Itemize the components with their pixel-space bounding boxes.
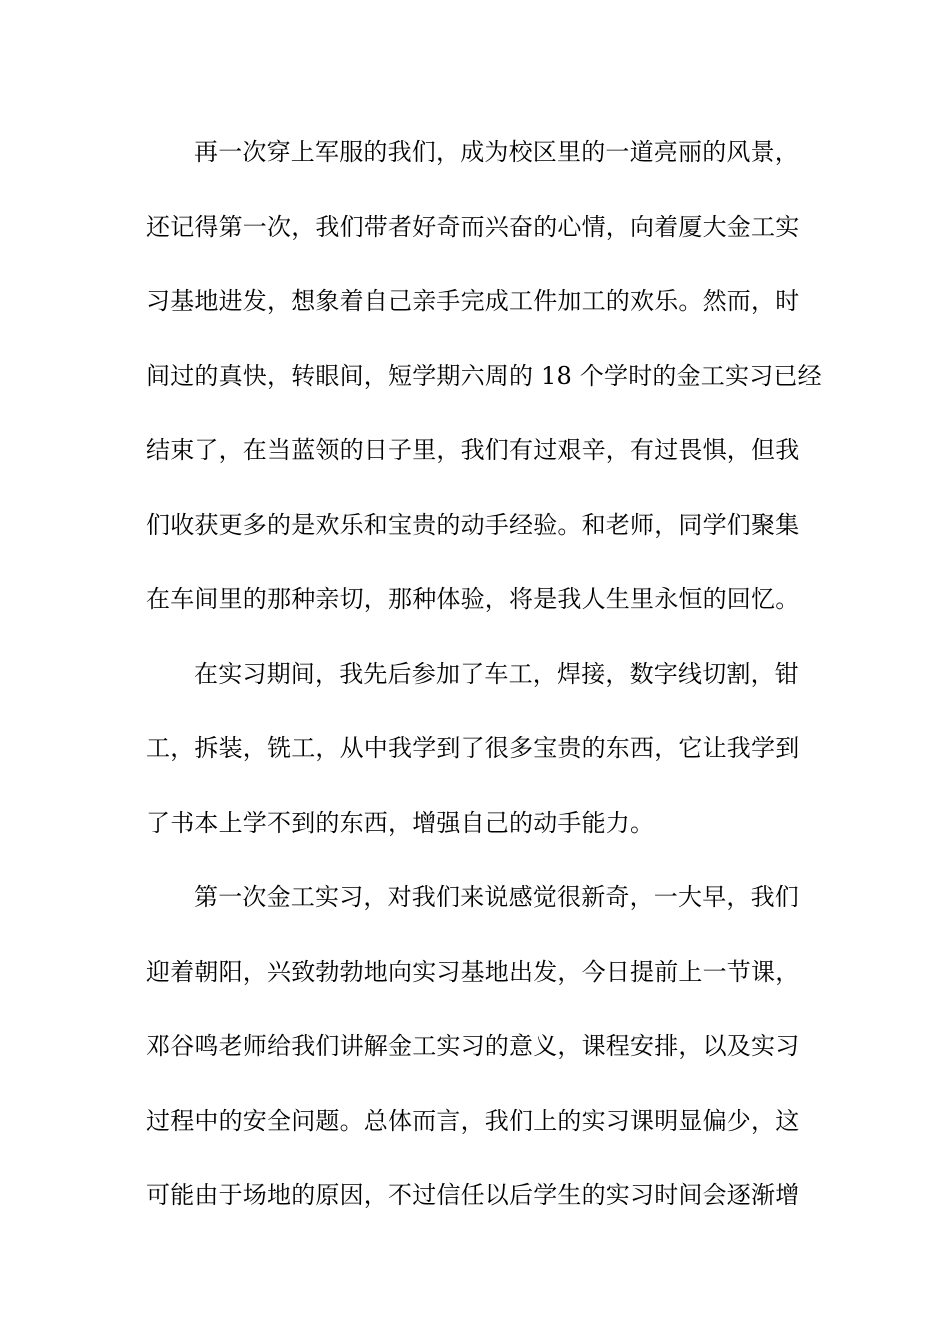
text-line: 过程中的安全问题。总体而言，我们上的实习课明显偏少，这 — [146, 1106, 800, 1135]
text-line: 在实习期间，我先后参加了车工，焊接，数字线切割，钳 — [194, 659, 799, 688]
text-line: 间过的真快，转眼间，短学期六周的 18 个学时的金工实习已经 — [146, 361, 822, 390]
text-line: 迎着朝阳，兴致勃勃地向实习基地出发，今日提前上一节课， — [146, 957, 800, 986]
text-line: 工，拆装，铣工，从中我学到了很多宝贵的东西，它让我学到 — [146, 734, 800, 762]
text-line: 在车间里的那种亲切，那种体验，将是我人生里永恒的回忆。 — [146, 585, 800, 613]
text-line: 可能由于场地的原因，不过信任以后学生的实习时间会逐渐增 — [146, 1181, 800, 1209]
text-line: 们收获更多的是欢乐和宝贵的动手经验。和老师，同学们聚集 — [146, 510, 800, 539]
text-line: 还记得第一次，我们带者好奇而兴奋的心情，向着厦大金工实 — [146, 212, 800, 241]
text-line: 邓谷鸣老师给我们讲解金工实习的意义，课程安排，以及实习 — [146, 1032, 800, 1060]
document-body — [146, 130, 826, 1248]
text-line: 结束了，在当蓝领的日子里，我们有过艰辛，有过畏惧，但我 — [146, 436, 800, 464]
text-line: 第一次金工实习，对我们来说感觉很新奇，一大早，我们 — [194, 883, 799, 911]
text-line: 了书本上学不到的东西，增强自己的动手能力。 — [146, 808, 655, 837]
text-line: 再一次穿上军服的我们，成为校区里的一道亮丽的风景， — [194, 138, 799, 166]
text-line: 习基地进发，想象着自己亲手完成工件加工的欢乐。然而，时 — [146, 287, 800, 315]
